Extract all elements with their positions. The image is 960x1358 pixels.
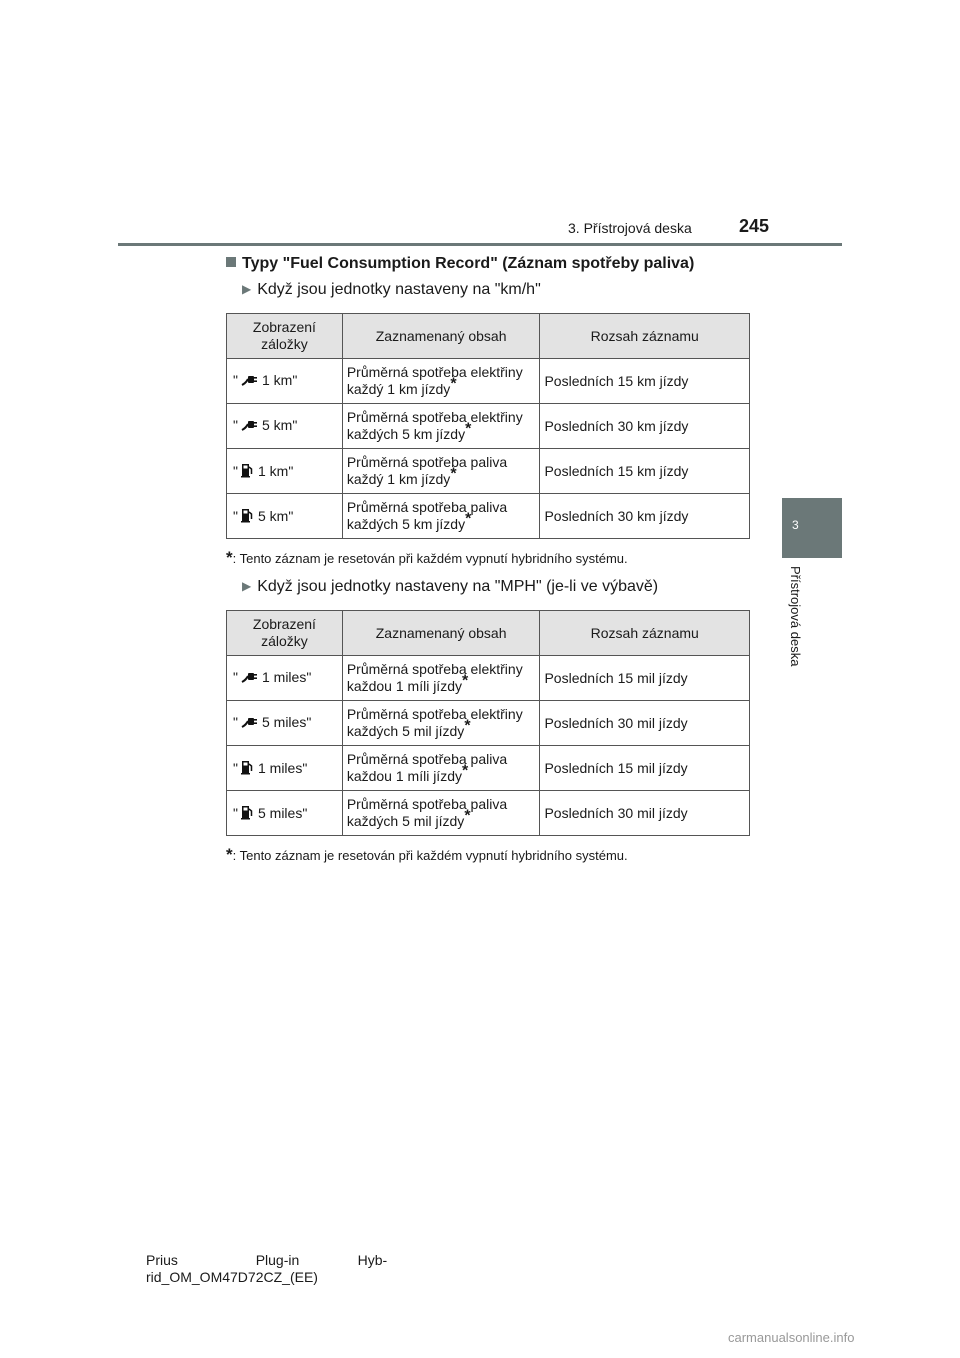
- column-header: Rozsah záznamu: [540, 314, 750, 359]
- square-bullet-icon: [226, 257, 236, 267]
- tab-label: 5 miles": [261, 714, 312, 730]
- side-tab-label: Přístrojová deska: [788, 566, 803, 667]
- asterisk-mark: *: [465, 420, 472, 438]
- content-cell: [342, 701, 540, 746]
- content-text: Průměrná spotřeba elektřiny každých 5 km jízdy: [346, 409, 523, 442]
- fuel-pump-icon: [240, 804, 254, 823]
- electric-plug-icon: [240, 418, 258, 435]
- asterisk-mark: *: [465, 510, 472, 528]
- fuel-pump-icon: [240, 507, 254, 526]
- table-row: [227, 656, 750, 701]
- side-tab-number: 3: [792, 518, 799, 532]
- range-cell: Posledních 15 km jízdy: [540, 449, 750, 494]
- range-cell: Posledních 30 km jízdy: [540, 494, 750, 539]
- content-cell: [342, 746, 540, 791]
- mph-subtitle: [242, 578, 658, 596]
- table-row: [227, 701, 750, 746]
- range-cell: Posledních 15 mil jízdy: [540, 746, 750, 791]
- asterisk-mark: *: [226, 548, 233, 567]
- tab-label: 1 miles": [257, 759, 308, 776]
- table-header-row: [227, 314, 750, 359]
- tab-cell: " 5 km": [227, 404, 343, 449]
- tab-label: 5 km": [257, 507, 294, 524]
- table-row: [227, 359, 750, 404]
- table-header-row: [227, 611, 750, 656]
- section-title: [226, 255, 694, 273]
- tab-label: 5 miles": [257, 804, 308, 821]
- range-cell: Posledních 15 mil jízdy: [540, 656, 750, 701]
- table-row: [227, 791, 750, 836]
- content-text: Průměrná spotřeba elektřiny každých 5 mil jízdy: [346, 706, 523, 739]
- column-header: Zobrazení záložky: [227, 611, 343, 656]
- km-footnote: [226, 548, 628, 568]
- content-cell: [342, 449, 540, 494]
- range-cell: Posledních 30 km jízdy: [540, 404, 750, 449]
- mph-footnote-text: : Tento záznam je resetován při každém vypnutí hybridního systému.: [232, 848, 628, 863]
- table-row: [227, 404, 750, 449]
- content-cell: [342, 404, 540, 449]
- range-cell: Posledních 30 mil jízdy: [540, 701, 750, 746]
- tab-cell: " 1 km": [227, 449, 343, 494]
- content-cell: [342, 494, 540, 539]
- km-footnote-text: : Tento záznam je resetován při každém vypnutí hybridního systému.: [232, 551, 628, 566]
- km-subtitle-text: Když jsou jednotky nastaveny na "km/h": [257, 281, 541, 298]
- section-title-text: Typy "Fuel Consumption Record" (Záznam spotřeby paliva): [242, 255, 695, 272]
- tab-label: 1 km": [261, 372, 298, 388]
- content-text: Průměrná spotřeba elektřiny každý 1 km jízdy: [346, 364, 523, 397]
- asterisk-mark: *: [450, 465, 457, 483]
- tab-cell: " 5 miles": [227, 701, 343, 746]
- range-cell: Posledních 15 km jízdy: [540, 359, 750, 404]
- table-row: [227, 449, 750, 494]
- table-row: [227, 494, 750, 539]
- content-cell: [342, 359, 540, 404]
- tab-cell: " 5 km": [227, 494, 343, 539]
- fuel-pump-icon: [240, 759, 254, 778]
- footer-document-id: Prius Plug-in Hyb- rid_OM_OM47D72CZ_(EE): [146, 1252, 388, 1285]
- watermark: carmanualsonline.info: [728, 1330, 855, 1345]
- tab-label: 1 km": [257, 462, 294, 479]
- range-cell: Posledních 30 mil jízdy: [540, 791, 750, 836]
- chapter-side-tab: [782, 498, 842, 558]
- tab-cell: " 1 miles": [227, 746, 343, 791]
- content-text: Průměrná spotřeba paliva každých 5 km jízdy: [346, 499, 508, 532]
- asterisk-mark: *: [226, 845, 233, 864]
- km-subtitle: [242, 281, 541, 299]
- column-header: Rozsah záznamu: [540, 611, 750, 656]
- asterisk-mark: *: [464, 717, 471, 735]
- mph-record-table: [226, 610, 750, 836]
- asterisk-mark: *: [464, 807, 471, 825]
- fuel-pump-icon: [240, 462, 254, 481]
- page-number: 245: [739, 216, 770, 236]
- asterisk-mark: *: [450, 375, 457, 393]
- asterisk-mark: *: [462, 672, 469, 690]
- column-header: Zaznamenaný obsah: [342, 314, 540, 359]
- tab-cell: " 1 km": [227, 359, 343, 404]
- content-text: Průměrná spotřeba paliva každou 1 míli jízdy: [346, 751, 508, 784]
- electric-plug-icon: [240, 373, 258, 390]
- tab-label: 5 km": [261, 417, 298, 433]
- content-cell: [342, 791, 540, 836]
- tab-label: 1 miles": [261, 669, 312, 685]
- electric-plug-icon: [240, 715, 258, 732]
- column-header: Zaznamenaný obsah: [342, 611, 540, 656]
- tab-cell: " 1 miles": [227, 656, 343, 701]
- asterisk-mark: *: [462, 762, 469, 780]
- column-header: Zobrazení záložky: [227, 314, 343, 359]
- header-rule: [118, 243, 842, 246]
- triangle-bullet-icon: ▶: [242, 282, 252, 296]
- table-row: [227, 746, 750, 791]
- mph-subtitle-text: Když jsou jednotky nastaveny na "MPH" (je-li ve výbavě): [257, 578, 659, 595]
- chapter-title: 3. Přístrojová deska: [568, 220, 692, 236]
- content-text: Průměrná spotřeba paliva každý 1 km jízdy: [346, 454, 508, 487]
- tab-cell: " 5 miles": [227, 791, 343, 836]
- content-text: Průměrná spotřeba paliva každých 5 mil jízdy: [346, 796, 508, 829]
- electric-plug-icon: [240, 670, 258, 687]
- mph-footnote: [226, 845, 628, 865]
- content-text: Průměrná spotřeba elektřiny každou 1 míli jízdy: [346, 661, 523, 694]
- content-cell: [342, 656, 540, 701]
- km-record-table: [226, 313, 750, 539]
- triangle-bullet-icon: ▶: [242, 579, 252, 593]
